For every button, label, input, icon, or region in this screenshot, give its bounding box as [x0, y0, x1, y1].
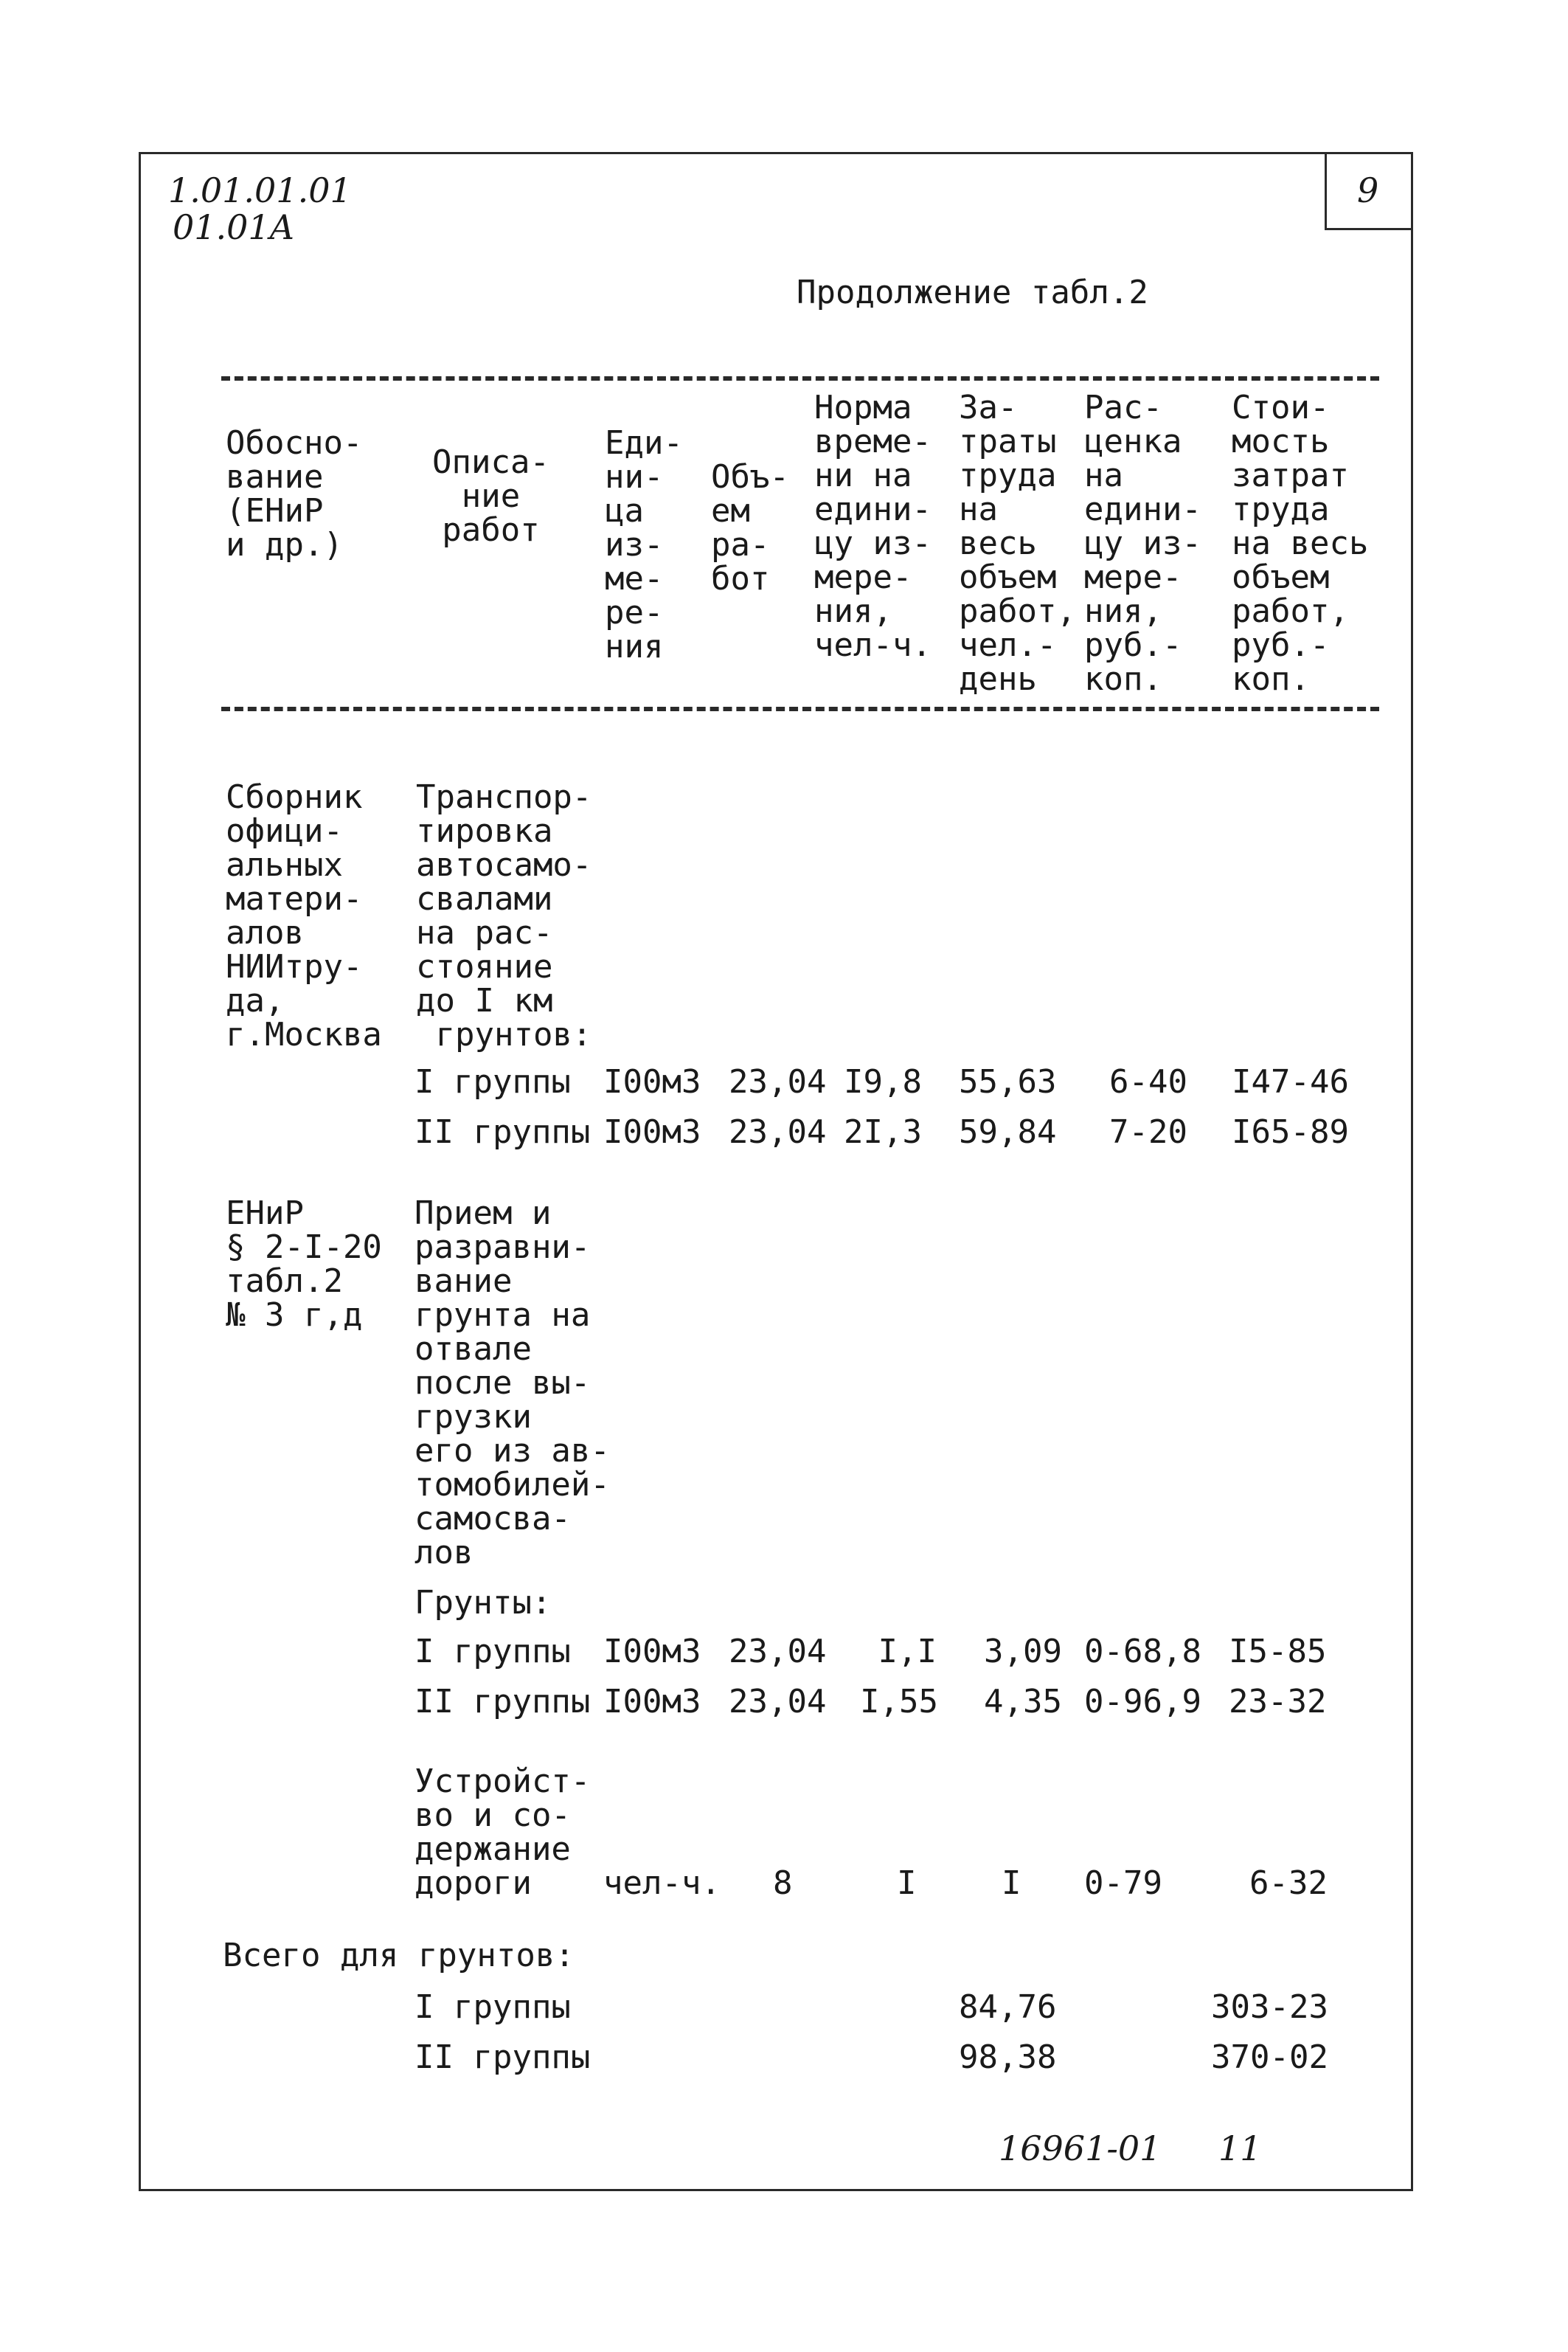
totals-label: Всего для грунтов: — [223, 1937, 575, 1974]
col-rate-header: Рас- ценка на едини- цу из- мере- ния, руб.- коп. — [1084, 389, 1201, 698]
header-top-rule — [221, 376, 1379, 381]
row-volume: 8 — [773, 1864, 793, 1902]
row-desc: II группы — [414, 1113, 591, 1151]
footer-doc-number: 16961-01 — [999, 2128, 1162, 2168]
row-rate: 0-68,8 — [1084, 1633, 1201, 1670]
col-volume-header: Объ- ем ра- бот — [711, 458, 789, 598]
row-desc: I группы — [414, 1063, 571, 1101]
row-desc: I группы — [414, 1988, 571, 2026]
row-desc: II группы — [414, 2038, 591, 2076]
col-norm-header: Норма време- ни на едини- цу из- мере- ния, чел-ч. — [814, 389, 932, 664]
row-cost: 303-23 — [1211, 1988, 1328, 2026]
row-norm: I,I — [878, 1633, 937, 1670]
row-unit: чел-ч. — [603, 1864, 721, 1902]
row-norm: I9,8 — [844, 1063, 922, 1101]
row-desc: I группы — [414, 1633, 571, 1670]
row-cost: I5-85 — [1229, 1633, 1327, 1670]
col-description-header: Описа- ние работ — [432, 443, 549, 549]
row-volume: 23,04 — [729, 1633, 827, 1670]
row-labor: 3,09 — [984, 1633, 1062, 1670]
footer-sheet-number: 11 — [1218, 2128, 1262, 2168]
row-cost: 23-32 — [1229, 1683, 1327, 1720]
row-labor: 98,38 — [959, 2038, 1057, 2076]
header-bottom-rule — [221, 707, 1379, 711]
col-labor-header: За- траты труда на весь объем работ, чел.- день — [959, 389, 1076, 698]
continuation-title: Продолжение табл.2 — [797, 274, 1148, 311]
row-cost: I47-46 — [1232, 1063, 1349, 1101]
row-unit: I00м3 — [603, 1683, 701, 1720]
row-desc: II группы — [414, 1683, 591, 1720]
row-volume: 23,04 — [729, 1113, 827, 1151]
row-volume: 23,04 — [729, 1683, 827, 1720]
col-basis-header: Обосно- вание (ЕНиР и др.) — [226, 424, 363, 564]
row-rate: 7-20 — [1109, 1113, 1187, 1151]
col-cost-header: Стои- мость затрат труда на весь объем работ, руб.- коп. — [1232, 389, 1369, 698]
row-rate: 6-40 — [1109, 1063, 1187, 1101]
col-unit-header: Еди- ни- ца из- ме- ре- ния — [605, 424, 683, 665]
row-labor: 84,76 — [959, 1988, 1057, 2026]
row-labor: I — [1002, 1864, 1021, 1902]
section3-description: Устройст- во и со- держание дороги — [414, 1763, 591, 1902]
row-unit: I00м3 — [603, 1063, 701, 1101]
doc-code-line2: 01.01A — [173, 207, 294, 247]
row-unit: I00м3 — [603, 1633, 701, 1670]
section1-description: Транспор- тировка автосамо- свалами на рас- стояние до I км грунтов: — [416, 778, 592, 1054]
section2-basis: ЕНиР § 2-I-20 табл.2 № 3 г,д — [226, 1194, 382, 1334]
section2-description: Прием и разравни- вание грунта на отвале после вы- грузки его из ав- томобилей- самосва- лов — [414, 1194, 610, 1571]
row-cost: I65-89 — [1232, 1113, 1349, 1151]
section2-subheading: Грунты: — [414, 1584, 552, 1622]
doc-code-line1: 1.01.01.01 — [168, 170, 352, 210]
row-unit: I00м3 — [603, 1113, 701, 1151]
row-cost: 370-02 — [1211, 2038, 1328, 2076]
row-norm: I,55 — [860, 1683, 938, 1720]
row-labor: 4,35 — [984, 1683, 1062, 1720]
row-norm: I — [897, 1864, 917, 1902]
row-labor: 59,84 — [959, 1113, 1057, 1151]
section1-basis: Сборник офици- альных матери- алов НИИтру- да, г.Москва — [226, 778, 382, 1054]
row-volume: 23,04 — [729, 1063, 827, 1101]
row-labor: 55,63 — [959, 1063, 1057, 1101]
row-cost: 6-32 — [1249, 1864, 1328, 1902]
row-rate: 0-96,9 — [1084, 1683, 1201, 1720]
page-number: 9 — [1357, 170, 1379, 210]
row-rate: 0-79 — [1084, 1864, 1162, 1902]
row-norm: 2I,3 — [844, 1113, 922, 1151]
